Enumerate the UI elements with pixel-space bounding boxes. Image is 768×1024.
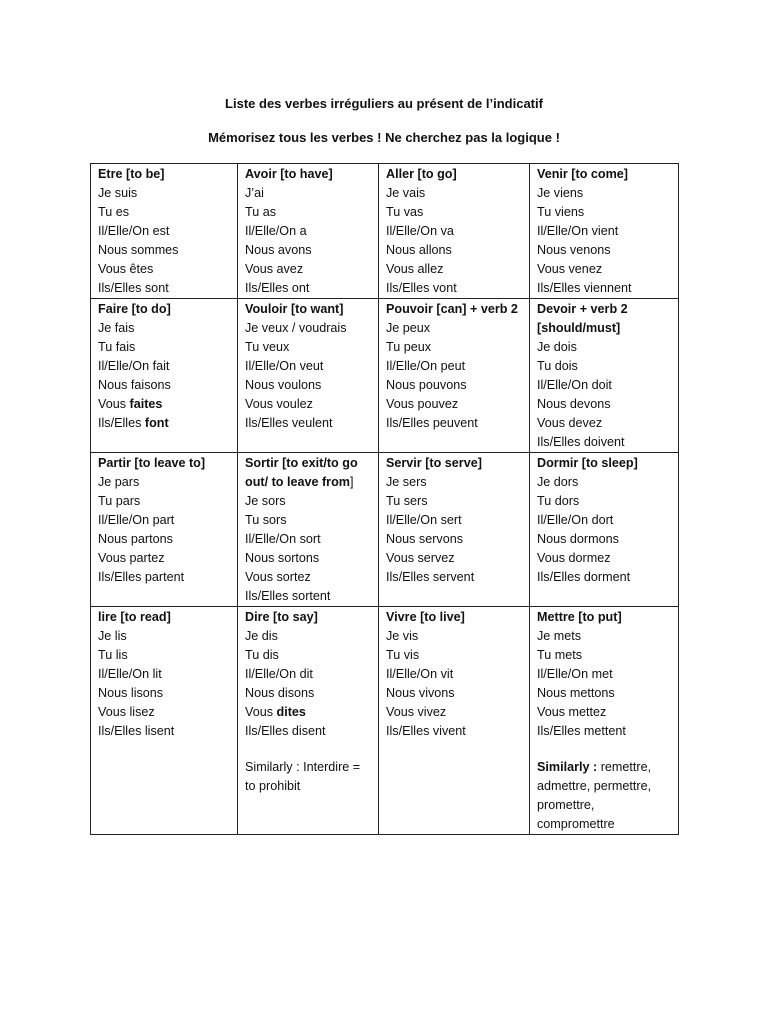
conjugation-line xyxy=(537,703,672,722)
text: Vous xyxy=(98,397,130,411)
conjugation-line xyxy=(537,665,672,684)
text: Il/Elle/On part xyxy=(98,513,175,527)
conjugation-line xyxy=(386,684,523,703)
text: Il/Elle/On fait xyxy=(98,359,170,373)
conjugation-line xyxy=(245,530,372,549)
text: Ils/Elles sont xyxy=(98,281,169,295)
text: Ils/Elles dorment xyxy=(537,570,631,584)
text: Ils/Elles ont xyxy=(245,281,310,295)
conjugation-line xyxy=(245,665,372,684)
verb-heading xyxy=(245,165,372,184)
conjugation-line xyxy=(98,395,231,414)
text: Il/Elle/On peut xyxy=(386,359,466,373)
conjugation-line xyxy=(537,357,672,376)
text: Tu pars xyxy=(98,494,141,508)
text: Je mets xyxy=(537,629,582,643)
verb-heading xyxy=(98,608,231,627)
text: Je dis xyxy=(245,629,278,643)
verb-heading xyxy=(245,300,372,319)
conjugation-line xyxy=(537,777,672,796)
text: Nous partons xyxy=(98,532,173,546)
text: Je suis xyxy=(98,186,138,200)
conjugation-line xyxy=(245,627,372,646)
conjugation-line xyxy=(386,646,523,665)
text: Je vais xyxy=(386,186,426,200)
text: Il/Elle/On sert xyxy=(386,513,462,527)
text: Nous venons xyxy=(537,243,611,257)
conjugation-line xyxy=(537,758,672,777)
bold-text: Avoir [to have] xyxy=(245,167,333,181)
text: Nous devons xyxy=(537,397,611,411)
text: Il/Elle/On va xyxy=(386,224,454,238)
text: Tu peux xyxy=(386,340,432,354)
bold-text: faites xyxy=(129,397,163,411)
verb-cell xyxy=(91,453,238,607)
conjugation-line xyxy=(537,184,672,203)
conjugation-line xyxy=(98,530,231,549)
conjugation-line xyxy=(98,260,231,279)
conjugation-line xyxy=(98,703,231,722)
conjugation-line xyxy=(98,511,231,530)
conjugation-line xyxy=(98,665,231,684)
conjugation-line xyxy=(98,627,231,646)
conjugation-line xyxy=(98,222,231,241)
verb-cell xyxy=(91,607,238,835)
text: Nous vivons xyxy=(386,686,455,700)
text: Nous servons xyxy=(386,532,463,546)
conjugation-line xyxy=(98,376,231,395)
conjugation-line xyxy=(98,568,231,587)
conjugation-line xyxy=(245,473,372,492)
conjugation-line xyxy=(537,530,672,549)
conjugation-line xyxy=(537,319,672,338)
verb-cell xyxy=(238,607,379,835)
conjugation-line xyxy=(537,684,672,703)
conjugation-line xyxy=(537,203,672,222)
conjugation-line xyxy=(245,184,372,203)
bold-text: Sortir [to exit/to go xyxy=(245,456,358,470)
conjugation-line xyxy=(98,684,231,703)
text: Nous sortons xyxy=(245,551,320,565)
text: Je veux / voudrais xyxy=(245,321,347,335)
verb-heading xyxy=(386,165,523,184)
verb-heading xyxy=(98,454,231,473)
conjugation-line xyxy=(537,492,672,511)
text: Vous voulez xyxy=(245,397,313,411)
text: Vous lisez xyxy=(98,705,155,719)
text: Il/Elle/On vient xyxy=(537,224,619,238)
verb-table-body xyxy=(91,164,679,835)
text: Nous mettons xyxy=(537,686,615,700)
bold-text: Vouloir [to want] xyxy=(245,302,344,316)
conjugation-line xyxy=(386,184,523,203)
verb-heading xyxy=(98,165,231,184)
conjugation-line xyxy=(98,279,231,298)
text: Ils/Elles vivent xyxy=(386,724,466,738)
bold-text: Partir [to leave to] xyxy=(98,456,206,470)
conjugation-line xyxy=(245,568,372,587)
bold-text: [should/must] xyxy=(537,321,621,335)
text: Similarly : Interdire = xyxy=(245,760,361,774)
text: Nous allons xyxy=(386,243,452,257)
text: Il/Elle/On veut xyxy=(245,359,324,373)
text: Ils/Elles sortent xyxy=(245,589,331,603)
text: Vous xyxy=(245,705,277,719)
conjugation-line xyxy=(98,203,231,222)
conjugation-line xyxy=(98,414,231,433)
conjugation-line xyxy=(537,511,672,530)
verb-heading xyxy=(537,300,672,319)
conjugation-line xyxy=(386,376,523,395)
conjugation-line xyxy=(98,338,231,357)
conjugation-line xyxy=(386,222,523,241)
text: Ils/Elles doivent xyxy=(537,435,625,449)
text: Tu vas xyxy=(386,205,424,219)
document-subtitle: Mémorisez tous les verbes ! Ne cherchez pas la logique ! xyxy=(208,130,560,145)
conjugation-line xyxy=(98,473,231,492)
text: Nous voulons xyxy=(245,378,322,392)
text: Vous servez xyxy=(386,551,455,565)
document-title: Liste des verbes irréguliers au présent de l’indicatif xyxy=(225,96,543,111)
conjugation-line xyxy=(98,549,231,568)
verb-cell xyxy=(379,453,530,607)
verb-heading xyxy=(386,300,523,319)
conjugation-line xyxy=(245,260,372,279)
text: Ils/Elles veulent xyxy=(245,416,333,430)
text: Vous mettez xyxy=(537,705,607,719)
conjugation-line xyxy=(537,395,672,414)
verb-cell xyxy=(379,164,530,299)
text: Je vis xyxy=(386,629,419,643)
conjugation-line xyxy=(245,758,372,777)
bold-text: Devoir + verb 2 xyxy=(537,302,628,316)
text: Vous avez xyxy=(245,262,304,276)
text: Nous lisons xyxy=(98,686,164,700)
conjugation-line xyxy=(537,568,672,587)
conjugation-line xyxy=(537,338,672,357)
bold-text: Aller [to go] xyxy=(386,167,457,181)
text: Ils/Elles disent xyxy=(245,724,326,738)
verb-cell xyxy=(530,607,679,835)
text: Il/Elle/On a xyxy=(245,224,307,238)
conjugation-line xyxy=(245,241,372,260)
table-row xyxy=(91,607,679,835)
bold-text: Mettre [to put] xyxy=(537,610,622,624)
text: Ils/Elles mettent xyxy=(537,724,626,738)
bold-text: out/ to leave from xyxy=(245,475,350,489)
table-row xyxy=(91,453,679,607)
conjugation-line xyxy=(537,473,672,492)
verb-heading xyxy=(245,608,372,627)
verb-cell xyxy=(238,299,379,453)
text: Nous disons xyxy=(245,686,315,700)
verb-cell xyxy=(238,453,379,607)
conjugation-line xyxy=(386,722,523,741)
bold-text: dites xyxy=(276,705,306,719)
text: Vous êtes xyxy=(98,262,154,276)
conjugation-line xyxy=(537,796,672,815)
text: to prohibit xyxy=(245,779,301,793)
cell-spacer xyxy=(245,741,372,758)
conjugation-line xyxy=(537,222,672,241)
conjugation-line xyxy=(245,722,372,741)
text: admettre, permettre, xyxy=(537,779,652,793)
conjugation-line xyxy=(386,357,523,376)
conjugation-line xyxy=(537,260,672,279)
conjugation-line xyxy=(245,511,372,530)
text: ] xyxy=(349,475,354,489)
table-row xyxy=(91,164,679,299)
text: Nous avons xyxy=(245,243,312,257)
text: Tu as xyxy=(245,205,277,219)
text: Ils/Elles lisent xyxy=(98,724,175,738)
verb-cell xyxy=(91,164,238,299)
text: Vous dormez xyxy=(537,551,611,565)
text: Vous venez xyxy=(537,262,603,276)
conjugation-line xyxy=(245,203,372,222)
text: Ils/Elles partent xyxy=(98,570,185,584)
conjugation-line xyxy=(245,684,372,703)
conjugation-line xyxy=(245,492,372,511)
bold-text: Etre [to be] xyxy=(98,167,165,181)
text: Ils/Elles vont xyxy=(386,281,457,295)
text: Tu sors xyxy=(245,513,287,527)
conjugation-line xyxy=(386,260,523,279)
verb-heading xyxy=(537,165,672,184)
text: Tu mets xyxy=(537,648,583,662)
conjugation-line xyxy=(386,511,523,530)
conjugation-line xyxy=(386,530,523,549)
bold-text: Faire [to do] xyxy=(98,302,171,316)
verb-cell xyxy=(530,299,679,453)
bold-text: Vivre [to live] xyxy=(386,610,465,624)
text: Vous devez xyxy=(537,416,603,430)
conjugation-line xyxy=(98,184,231,203)
text: Nous sommes xyxy=(98,243,179,257)
verb-heading xyxy=(98,300,231,319)
conjugation-line xyxy=(245,703,372,722)
bold-text: Dire [to say] xyxy=(245,610,318,624)
conjugation-line xyxy=(98,357,231,376)
text: Tu vis xyxy=(386,648,420,662)
verb-cell xyxy=(379,607,530,835)
text: Je sors xyxy=(245,494,286,508)
text: Vous sortez xyxy=(245,570,311,584)
text: Je lis xyxy=(98,629,127,643)
conjugation-line xyxy=(386,473,523,492)
text: Je fais xyxy=(98,321,135,335)
conjugation-line xyxy=(537,241,672,260)
text: Je dors xyxy=(537,475,579,489)
verb-heading xyxy=(245,454,372,473)
text: Tu dors xyxy=(537,494,580,508)
conjugation-line xyxy=(245,338,372,357)
bold-text: Pouvoir [can] + verb 2 xyxy=(386,302,518,316)
text: Vous partez xyxy=(98,551,165,565)
conjugation-line xyxy=(537,414,672,433)
conjugation-line xyxy=(245,319,372,338)
conjugation-line xyxy=(98,319,231,338)
conjugation-line xyxy=(386,395,523,414)
text: Tu dois xyxy=(537,359,578,373)
conjugation-line xyxy=(245,222,372,241)
text: Je dois xyxy=(537,340,577,354)
conjugation-line xyxy=(386,279,523,298)
bold-text: Similarly : xyxy=(537,760,598,774)
text: Il/Elle/On lit xyxy=(98,667,162,681)
verb-heading xyxy=(537,608,672,627)
conjugation-line xyxy=(245,414,372,433)
conjugation-line xyxy=(537,722,672,741)
conjugation-line xyxy=(386,703,523,722)
text: Tu viens xyxy=(537,205,585,219)
conjugation-line xyxy=(537,815,672,834)
text: compromettre xyxy=(537,817,615,831)
verb-heading xyxy=(537,454,672,473)
text: promettre, xyxy=(537,798,595,812)
conjugation-line xyxy=(245,549,372,568)
conjugation-line xyxy=(537,433,672,452)
conjugation-line xyxy=(98,241,231,260)
conjugation-line xyxy=(386,549,523,568)
verb-cell xyxy=(530,164,679,299)
conjugation-line xyxy=(245,376,372,395)
text: Je viens xyxy=(537,186,584,200)
conjugation-line xyxy=(98,646,231,665)
conjugation-line xyxy=(245,646,372,665)
verb-cell xyxy=(530,453,679,607)
text: Ils/Elles servent xyxy=(386,570,475,584)
conjugation-line xyxy=(386,414,523,433)
text: Ils/Elles peuvent xyxy=(386,416,478,430)
text: Il/Elle/On doit xyxy=(537,378,612,392)
text: Tu sers xyxy=(386,494,428,508)
verb-cell xyxy=(238,164,379,299)
conjugation-line xyxy=(245,279,372,298)
text: Nous pouvons xyxy=(386,378,467,392)
conjugation-line xyxy=(98,492,231,511)
text: Tu fais xyxy=(98,340,136,354)
text: Tu lis xyxy=(98,648,128,662)
verb-cell xyxy=(91,299,238,453)
text: Vous allez xyxy=(386,262,444,276)
text: Je pars xyxy=(98,475,140,489)
verb-heading xyxy=(386,608,523,627)
text: Je sers xyxy=(386,475,427,489)
conjugation-line xyxy=(386,665,523,684)
text: Nous dormons xyxy=(537,532,619,546)
conjugation-line xyxy=(537,627,672,646)
conjugation-line xyxy=(245,395,372,414)
text: Je peux xyxy=(386,321,431,335)
bold-text: lire [to read] xyxy=(98,610,171,624)
bold-text: font xyxy=(144,416,169,430)
text: Nous faisons xyxy=(98,378,171,392)
cell-spacer xyxy=(537,741,672,758)
conjugation-line xyxy=(98,722,231,741)
conjugation-line xyxy=(386,492,523,511)
text: Il/Elle/On dit xyxy=(245,667,313,681)
conjugation-line xyxy=(386,568,523,587)
text: Il/Elle/On vit xyxy=(386,667,454,681)
text: remettre, xyxy=(597,760,652,774)
text: Tu es xyxy=(98,205,130,219)
text: Vous vivez xyxy=(386,705,447,719)
conjugation-line xyxy=(245,357,372,376)
conjugation-line xyxy=(537,549,672,568)
text: Tu veux xyxy=(245,340,290,354)
bold-text: Servir [to serve] xyxy=(386,456,482,470)
conjugation-line xyxy=(386,338,523,357)
text: Il/Elle/On dort xyxy=(537,513,614,527)
verb-conjugation-table xyxy=(90,163,679,835)
text: J’ai xyxy=(245,186,264,200)
text: Il/Elle/On est xyxy=(98,224,170,238)
conjugation-line xyxy=(386,241,523,260)
verb-cell xyxy=(379,299,530,453)
conjugation-line xyxy=(537,279,672,298)
text: Il/Elle/On met xyxy=(537,667,613,681)
conjugation-line xyxy=(537,376,672,395)
text: Ils/Elles viennent xyxy=(537,281,632,295)
text: Il/Elle/On sort xyxy=(245,532,321,546)
conjugation-line xyxy=(245,587,372,606)
text: Ils/Elles xyxy=(98,416,145,430)
conjugation-line xyxy=(245,777,372,796)
text: Vous pouvez xyxy=(386,397,459,411)
verb-heading xyxy=(386,454,523,473)
conjugation-line xyxy=(537,646,672,665)
table-row xyxy=(91,299,679,453)
bold-text: Dormir [to sleep] xyxy=(537,456,638,470)
text: Tu dis xyxy=(245,648,279,662)
conjugation-line xyxy=(386,319,523,338)
conjugation-line xyxy=(386,627,523,646)
bold-text: Venir [to come] xyxy=(537,167,628,181)
conjugation-line xyxy=(386,203,523,222)
